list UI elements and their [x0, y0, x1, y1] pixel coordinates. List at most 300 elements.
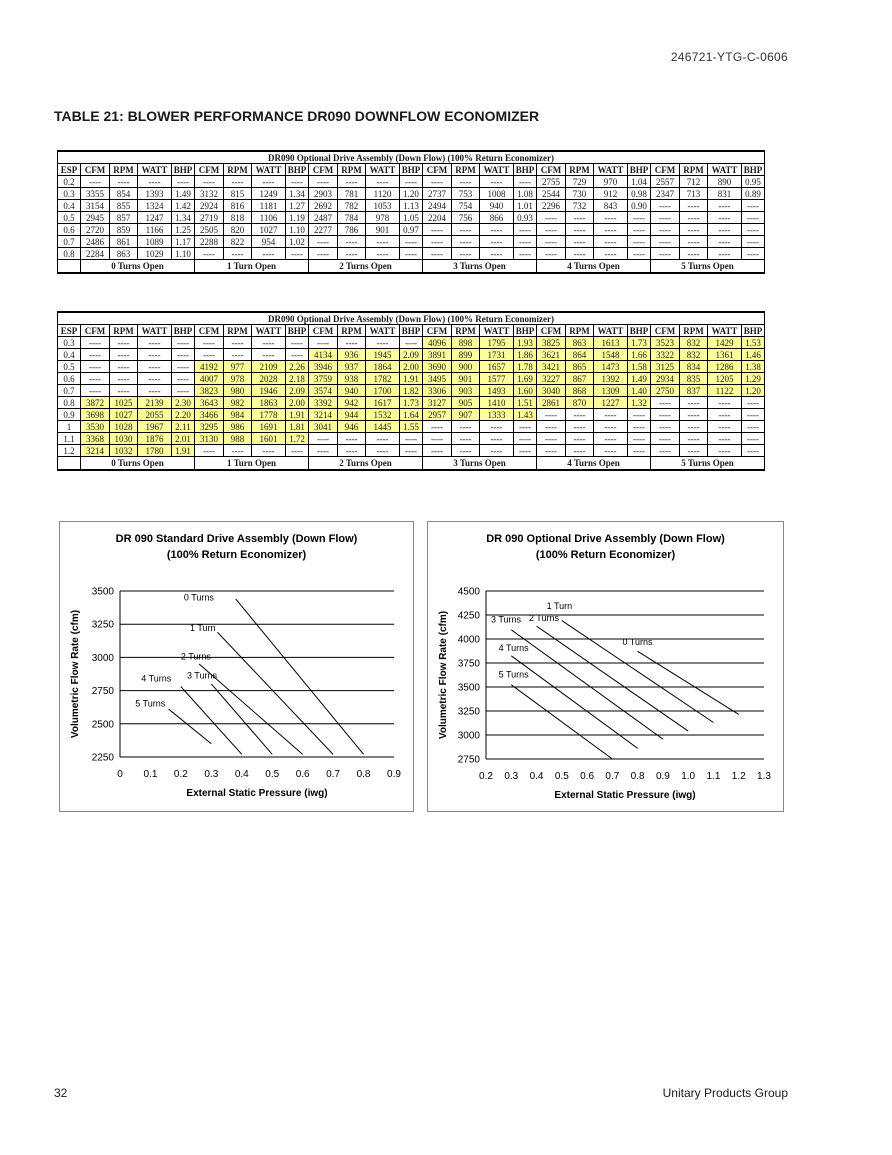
- table-cell: 3132: [195, 188, 224, 200]
- series-label: 5 Turns: [498, 669, 529, 680]
- esp-cell: 0.9: [58, 409, 81, 421]
- table-cell: 2487: [309, 212, 338, 224]
- table-cell: 1.66: [628, 349, 651, 361]
- table-cell: 980: [224, 385, 252, 397]
- table-cell: 2.11: [172, 421, 195, 433]
- table-cell: 1601: [252, 433, 286, 445]
- table-cell: 1617: [366, 397, 400, 409]
- turns-open-label: 2 Turns Open: [309, 457, 423, 471]
- esp-cell: 0.8: [58, 248, 81, 260]
- x-tick-label: 0.9: [655, 771, 670, 782]
- esp-cell: 1.1: [58, 433, 81, 445]
- table-row: [58, 224, 765, 236]
- table-cell: ----: [400, 337, 423, 349]
- table-cell: ----: [138, 176, 172, 188]
- table-cell: 865: [566, 361, 594, 373]
- table-cell: 2277: [309, 224, 338, 236]
- table-cell: 1782: [366, 373, 400, 385]
- table-cell: ----: [195, 349, 224, 361]
- y-tick-label: 2500: [91, 719, 114, 731]
- column-header: CFM: [651, 325, 680, 337]
- esp-cell: 0.6: [58, 373, 81, 385]
- table-cell: 2720: [81, 224, 110, 236]
- table-row: [58, 248, 765, 260]
- table-row: [58, 361, 765, 373]
- table-cell: 835: [680, 373, 708, 385]
- table-cell: ----: [224, 337, 252, 349]
- esp-cell: 0.7: [58, 236, 81, 248]
- table-cell: ----: [309, 176, 338, 188]
- table-cell: ----: [537, 224, 566, 236]
- y-axis-label: Volumetric Flow Rate (cfm): [438, 610, 449, 740]
- table-cell: ----: [651, 200, 680, 212]
- table-cell: ----: [286, 445, 309, 457]
- turns-open-row: [58, 457, 765, 471]
- table-cell: 2204: [423, 212, 452, 224]
- table-cell: ----: [680, 248, 708, 260]
- table-cell: ----: [708, 409, 742, 421]
- table-cell: 3355: [81, 188, 110, 200]
- column-header: CFM: [81, 325, 110, 337]
- column-header: RPM: [224, 164, 252, 176]
- table-cell: 946: [338, 421, 366, 433]
- table-cell: 1027: [110, 409, 138, 421]
- table-row: [58, 397, 765, 409]
- table-cell: ----: [651, 421, 680, 433]
- table-cell: ----: [138, 337, 172, 349]
- table-cell: 988: [224, 433, 252, 445]
- table-cell: ----: [195, 176, 224, 188]
- column-header: BHP: [286, 164, 309, 176]
- x-tick-label: 0.4: [529, 771, 544, 782]
- table-cell: 903: [452, 385, 480, 397]
- table-cell: ----: [452, 421, 480, 433]
- table-row: [58, 337, 765, 349]
- table-row: [58, 349, 765, 361]
- table-cell: ----: [110, 373, 138, 385]
- y-axis-label: Volumetric Flow Rate (cfm): [70, 609, 81, 739]
- table-cell: 1166: [138, 224, 172, 236]
- table-cell: 2.00: [400, 361, 423, 373]
- table-cell: ----: [742, 200, 765, 212]
- optional-drive-chart-svg: [428, 522, 783, 811]
- table-cell: 3574: [309, 385, 338, 397]
- series-line: [211, 684, 272, 754]
- table-cell: ----: [566, 236, 594, 248]
- table-cell: 901: [366, 224, 400, 236]
- table-cell: ----: [81, 176, 110, 188]
- series-label: 1 Turn: [190, 622, 216, 633]
- table-cell: ----: [366, 433, 400, 445]
- table-cell: ----: [172, 176, 195, 188]
- table-cell: 781: [338, 188, 366, 200]
- series-line: [236, 599, 364, 754]
- table-cell: ----: [514, 421, 537, 433]
- table-cell: 1.01: [514, 200, 537, 212]
- table-cell: ----: [480, 224, 514, 236]
- table-cell: 1122: [708, 385, 742, 397]
- table-cell: 3368: [81, 433, 110, 445]
- page-number: 32: [54, 1086, 68, 1100]
- table-cell: ----: [81, 373, 110, 385]
- table-cell: ----: [594, 409, 628, 421]
- table-cell: 1.20: [400, 188, 423, 200]
- table-cell: ----: [110, 385, 138, 397]
- table-row: [58, 409, 765, 421]
- table-cell: ----: [566, 212, 594, 224]
- table-cell: 784: [338, 212, 366, 224]
- column-header: RPM: [680, 164, 708, 176]
- table-cell: ----: [423, 248, 452, 260]
- table-caption: DR090 Optional Drive Assembly (Down Flow) (100% Return Economizer): [58, 151, 765, 164]
- table-cell: 1227: [594, 397, 628, 409]
- table-cell: 1532: [366, 409, 400, 421]
- turns-open-label: 0 Turns Open: [81, 457, 195, 471]
- table-cell: 1309: [594, 385, 628, 397]
- table-cell: ----: [537, 248, 566, 260]
- y-tick-label: 3250: [91, 619, 114, 631]
- table-cell: 1028: [110, 421, 138, 433]
- table-cell: ----: [172, 385, 195, 397]
- table-cell: ----: [680, 433, 708, 445]
- table-cell: 3690: [423, 361, 452, 373]
- table-cell: 2486: [81, 236, 110, 248]
- table-cell: ----: [708, 445, 742, 457]
- column-header: WATT: [138, 164, 172, 176]
- table-cell: ----: [252, 176, 286, 188]
- series-line: [537, 626, 689, 731]
- table-cell: ----: [651, 433, 680, 445]
- y-tick-label: 4000: [457, 634, 480, 646]
- column-header: RPM: [110, 164, 138, 176]
- table-cell: 1106: [252, 212, 286, 224]
- table-cell: 2.09: [286, 385, 309, 397]
- table-cell: 0.98: [628, 188, 651, 200]
- table-cell: 867: [566, 373, 594, 385]
- column-header: BHP: [514, 325, 537, 337]
- table-cell: ----: [400, 445, 423, 457]
- series-label: 3 Turns: [491, 614, 522, 625]
- table-cell: 3825: [537, 337, 566, 349]
- table-cell: 3130: [195, 433, 224, 445]
- table-cell: 3530: [81, 421, 110, 433]
- table-cell: 954: [252, 236, 286, 248]
- column-header: CFM: [423, 325, 452, 337]
- table-cell: 3295: [195, 421, 224, 433]
- column-header: WATT: [138, 325, 172, 337]
- esp-cell: 0.5: [58, 361, 81, 373]
- column-header: WATT: [594, 325, 628, 337]
- table-caption-row: [58, 312, 765, 325]
- table-cell: 2139: [138, 397, 172, 409]
- table-cell: 2737: [423, 188, 452, 200]
- table-cell: ----: [742, 248, 765, 260]
- table-cell: ----: [537, 409, 566, 421]
- table-cell: 898: [452, 337, 480, 349]
- table-cell: 863: [566, 337, 594, 349]
- table-cell: ----: [680, 397, 708, 409]
- table-cell: 2.09: [400, 349, 423, 361]
- chart-title: DR 090 Standard Drive Assembly (Down Flow): [115, 533, 358, 545]
- table-cell: ----: [680, 212, 708, 224]
- table-cell: 3621: [537, 349, 566, 361]
- table-cell: ----: [480, 421, 514, 433]
- x-axis-label: External Static Pressure (iwg): [186, 788, 328, 799]
- table-cell: 1.93: [514, 337, 537, 349]
- table-cell: 3823: [195, 385, 224, 397]
- table-cell: 2755: [537, 176, 566, 188]
- esp-cell: 0.4: [58, 349, 81, 361]
- table-cell: ----: [224, 445, 252, 457]
- table-cell: 3125: [651, 361, 680, 373]
- table-cell: 1393: [138, 188, 172, 200]
- turns-blank-cell: [58, 457, 81, 471]
- table-cell: 1.46: [742, 349, 765, 361]
- table-cell: ----: [81, 349, 110, 361]
- table-cell: 3523: [651, 337, 680, 349]
- table-cell: 940: [338, 385, 366, 397]
- table-cell: 907: [452, 409, 480, 421]
- table-header-row: [58, 164, 765, 176]
- turns-open-label: 4 Turns Open: [537, 260, 651, 274]
- table-cell: 1333: [480, 409, 514, 421]
- table-cell: 1700: [366, 385, 400, 397]
- column-header: CFM: [423, 164, 452, 176]
- table-cell: ----: [594, 212, 628, 224]
- table-cell: 3227: [537, 373, 566, 385]
- turns-open-row: [58, 260, 765, 274]
- esp-cell: 0.4: [58, 200, 81, 212]
- x-tick-label: 0.5: [265, 769, 280, 780]
- table-cell: ----: [252, 445, 286, 457]
- page-title: TABLE 21: BLOWER PERFORMANCE DR090 DOWNFLOW ECONOMIZER: [54, 108, 540, 124]
- table-cell: 1025: [110, 397, 138, 409]
- table-cell: 3946: [309, 361, 338, 373]
- table-cell: ----: [566, 445, 594, 457]
- table-cell: 832: [680, 349, 708, 361]
- table-cell: 1.43: [514, 409, 537, 421]
- table-cell: ----: [366, 236, 400, 248]
- table-cell: 3040: [537, 385, 566, 397]
- table-cell: ----: [742, 224, 765, 236]
- table-cell: ----: [566, 248, 594, 260]
- table-cell: ----: [480, 236, 514, 248]
- table-cell: 0.89: [742, 188, 765, 200]
- company-name: Unitary Products Group: [662, 1086, 788, 1100]
- table-cell: ----: [708, 236, 742, 248]
- table-cell: 1.08: [514, 188, 537, 200]
- turns-open-label: 0 Turns Open: [81, 260, 195, 274]
- table-cell: ----: [252, 248, 286, 260]
- column-header: CFM: [537, 164, 566, 176]
- table-cell: 2692: [309, 200, 338, 212]
- table-cell: 3698: [81, 409, 110, 421]
- table-cell: 3392: [309, 397, 338, 409]
- table-cell: ----: [480, 433, 514, 445]
- table-cell: 1780: [138, 445, 172, 457]
- table-cell: 863: [110, 248, 138, 260]
- column-header: RPM: [680, 325, 708, 337]
- table-cell: ----: [514, 176, 537, 188]
- table-cell: 754: [452, 200, 480, 212]
- table-cell: 1.38: [742, 361, 765, 373]
- table-cell: 1089: [138, 236, 172, 248]
- table-cell: ----: [423, 445, 452, 457]
- table-cell: 2544: [537, 188, 566, 200]
- table-cell: 2750: [651, 385, 680, 397]
- table-cell: ----: [742, 445, 765, 457]
- column-header: BHP: [172, 325, 195, 337]
- table-cell: 1249: [252, 188, 286, 200]
- table-cell: 2347: [651, 188, 680, 200]
- x-tick-label: 0.4: [234, 769, 249, 780]
- table-cell: 1.27: [286, 200, 309, 212]
- table-cell: 2903: [309, 188, 338, 200]
- table-cell: 2288: [195, 236, 224, 248]
- table-cell: 1.29: [742, 373, 765, 385]
- table-cell: 730: [566, 188, 594, 200]
- table-cell: ----: [742, 397, 765, 409]
- column-header: BHP: [628, 164, 651, 176]
- table-cell: 1863: [252, 397, 286, 409]
- table-cell: 2055: [138, 409, 172, 421]
- table-cell: 864: [566, 349, 594, 361]
- table-cell: 1.73: [400, 397, 423, 409]
- table-cell: 4192: [195, 361, 224, 373]
- table-cell: ----: [195, 337, 224, 349]
- column-header: BHP: [286, 325, 309, 337]
- table-cell: ----: [423, 421, 452, 433]
- table-row: [58, 433, 765, 445]
- table-cell: ----: [452, 248, 480, 260]
- table-cell: 1392: [594, 373, 628, 385]
- table-cell: 832: [680, 337, 708, 349]
- turns-open-label: 1 Turn Open: [195, 260, 309, 274]
- table-cell: ----: [309, 248, 338, 260]
- table-cell: ----: [651, 236, 680, 248]
- table-cell: 3466: [195, 409, 224, 421]
- table-cell: 1.91: [400, 373, 423, 385]
- table-cell: 1778: [252, 409, 286, 421]
- y-tick-label: 4250: [457, 610, 480, 622]
- table-cell: 1.55: [400, 421, 423, 433]
- column-header: ESP: [58, 325, 81, 337]
- x-axis-label: External Static Pressure (iwg): [554, 790, 696, 801]
- table-row: [58, 236, 765, 248]
- table-row: [58, 445, 765, 457]
- table-cell: ----: [224, 349, 252, 361]
- table-cell: 2.01: [172, 433, 195, 445]
- table-cell: 1008: [480, 188, 514, 200]
- x-tick-label: 0.6: [580, 771, 595, 782]
- table-cell: 861: [110, 236, 138, 248]
- column-header: CFM: [309, 325, 338, 337]
- table-cell: ----: [742, 236, 765, 248]
- table-cell: ----: [138, 385, 172, 397]
- table-cell: 782: [338, 200, 366, 212]
- table-cell: 899: [452, 349, 480, 361]
- table-cell: ----: [514, 248, 537, 260]
- table-cell: 1247: [138, 212, 172, 224]
- column-header: RPM: [110, 325, 138, 337]
- esp-cell: 0.2: [58, 176, 81, 188]
- table-cell: ----: [594, 433, 628, 445]
- table-cell: ----: [566, 421, 594, 433]
- performance-table-2: [57, 311, 765, 471]
- table-cell: ----: [338, 337, 366, 349]
- table-cell: 1.53: [742, 337, 765, 349]
- column-header: WATT: [252, 164, 286, 176]
- table-cell: 4134: [309, 349, 338, 361]
- column-header: BHP: [514, 164, 537, 176]
- table-cell: ----: [110, 176, 138, 188]
- series-label: 0 Turns: [183, 592, 214, 603]
- table-cell: ----: [286, 248, 309, 260]
- table-cell: ----: [628, 445, 651, 457]
- table-cell: 1548: [594, 349, 628, 361]
- table-cell: 1.91: [286, 409, 309, 421]
- table-cell: 859: [110, 224, 138, 236]
- y-tick-label: 2750: [91, 686, 114, 698]
- table-cell: 1.34: [286, 188, 309, 200]
- table-cell: ----: [628, 224, 651, 236]
- table-cell: 1.91: [172, 445, 195, 457]
- table-row: [58, 373, 765, 385]
- table-cell: 1.13: [400, 200, 423, 212]
- table-cell: ----: [286, 176, 309, 188]
- table-cell: ----: [452, 176, 480, 188]
- table-cell: 0.93: [514, 212, 537, 224]
- column-header: BHP: [742, 325, 765, 337]
- table-cell: ----: [452, 224, 480, 236]
- table-cell: 938: [338, 373, 366, 385]
- y-tick-label: 3500: [457, 682, 480, 694]
- table-cell: ----: [110, 349, 138, 361]
- series-label: 0 Turns: [622, 636, 653, 647]
- series-label: 5 Turns: [135, 698, 166, 709]
- column-header: CFM: [651, 164, 680, 176]
- table-cell: 1967: [138, 421, 172, 433]
- table-cell: 905: [452, 397, 480, 409]
- chart-subtitle: (100% Return Economizer): [535, 549, 676, 561]
- table-cell: ----: [423, 236, 452, 248]
- column-header: CFM: [81, 164, 110, 176]
- table-cell: 834: [680, 361, 708, 373]
- table-cell: 986: [224, 421, 252, 433]
- table-cell: 1205: [708, 373, 742, 385]
- table-cell: ----: [594, 224, 628, 236]
- table-cell: ----: [110, 361, 138, 373]
- table-cell: ----: [594, 248, 628, 260]
- table-cell: 1361: [708, 349, 742, 361]
- table-cell: 3759: [309, 373, 338, 385]
- table-cell: 970: [594, 176, 628, 188]
- turns-open-label: 3 Turns Open: [423, 457, 537, 471]
- column-header: WATT: [252, 325, 286, 337]
- column-header: RPM: [338, 325, 366, 337]
- table-cell: ----: [651, 397, 680, 409]
- table-cell: 3306: [423, 385, 452, 397]
- table-cell: ----: [138, 361, 172, 373]
- table-cell: ----: [366, 248, 400, 260]
- table-cell: ----: [480, 176, 514, 188]
- turns-open-label: 1 Turn Open: [195, 457, 309, 471]
- table-cell: 1876: [138, 433, 172, 445]
- table-cell: 1.40: [628, 385, 651, 397]
- table-cell: 729: [566, 176, 594, 188]
- table-cell: 1032: [110, 445, 138, 457]
- table-cell: ----: [366, 176, 400, 188]
